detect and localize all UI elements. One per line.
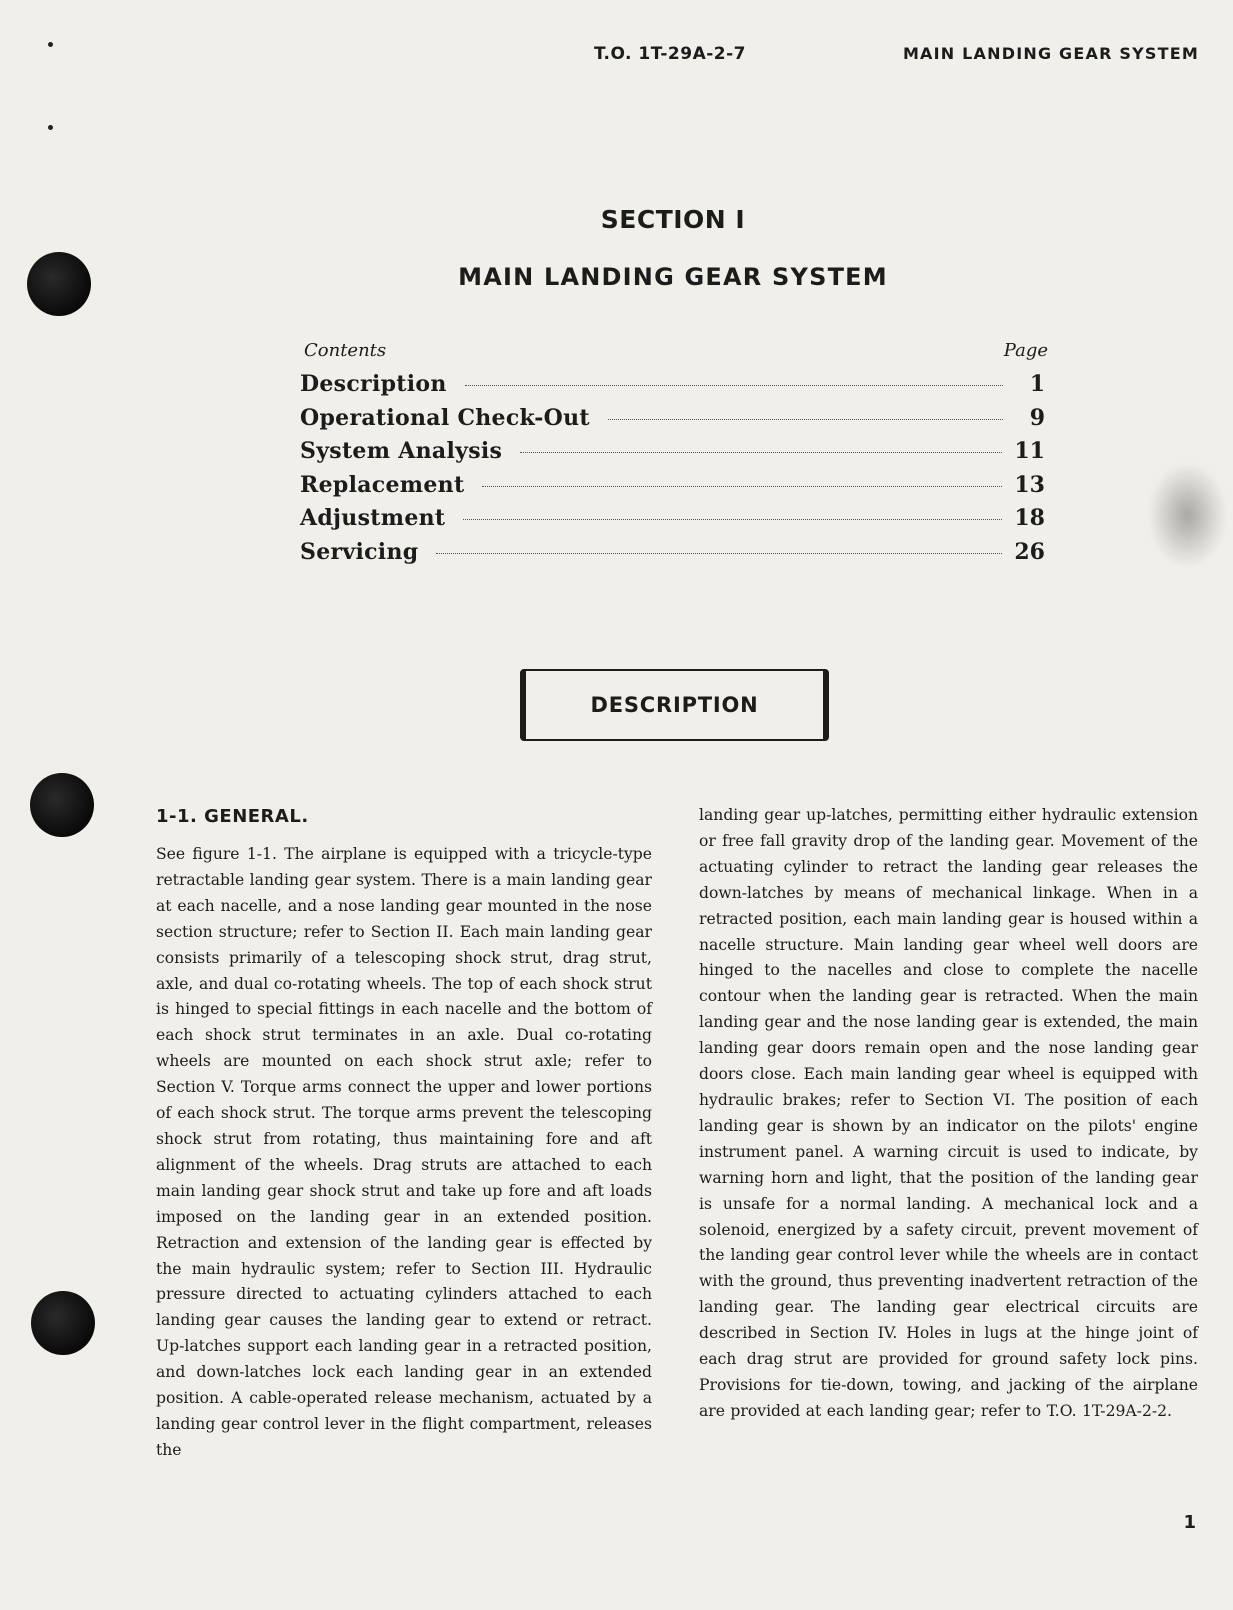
smudge: [1150, 465, 1225, 565]
dot-leader: [520, 452, 1002, 453]
dot-leader: [463, 519, 1002, 520]
binder-hole-middle: [30, 773, 94, 837]
toc-entry-page: 26: [1014, 538, 1045, 565]
speck: [48, 42, 53, 47]
toc-entry-page: 13: [1014, 471, 1045, 498]
toc-entry-label: Description: [300, 371, 447, 397]
toc-entry-page: 1: [1029, 371, 1045, 397]
page-column-label: Page: [1003, 340, 1048, 361]
toc-entry[interactable]: [300, 472, 1045, 506]
section-title: MAIN LANDING GEAR SYSTEM: [458, 263, 888, 291]
dot-leader: [482, 486, 1002, 487]
dot-leader: [608, 419, 1003, 420]
contents-label: Contents: [304, 340, 387, 361]
speck: [48, 125, 53, 130]
page-number: 1: [1183, 1512, 1196, 1533]
toc-entry-label: System Analysis: [300, 438, 503, 465]
description-heading-box: [520, 669, 829, 741]
body-text-right-column: landing gear up-latches, permitting either hydraulic extension or free fall gravity drop of the landing gear. Movement of the actuating cylinder to retract the landing gear releases the down-latches by means of mechanical linkage. When in a retracted position, each main landing gear is housed within a nacelle structure. Main landing gear wheel well doors are hinged to the nacelles and close to complete the nacelle contour when the landing gear is retracted. When the main landing gear and the nose landing gear is extended, the main landing gear doors remain open and the nose landing gear doors close. Each main landing gear wheel is equipped with hydraulic brakes; refer to Section VI. The position of each landing gear is shown by an indicator on the pilots' engine instrument panel. A warning circuit is used to indicate, by warning horn and light, that the position of the landing gear is unsafe for a normal landing. A mechanical lock and a solenoid, energized by a safety circuit, prevent movement of the landing gear control lever while the wheels are in contact with the ground, thus preventing inadvertent retraction of the landing gear. The landing gear electrical circuits are described in Section IV. Holes in lugs at the hinge joint of each drag strut are provided for ground safety lock pins. Provisions for tie-down, towing, and jacking of the airplane are provided at each landing gear; refer to T.O. 1T-29A-2-2.: [699, 806, 1198, 1420]
toc-entry-label: Operational Check-Out: [300, 404, 590, 431]
doc-number: T.O. 1T-29A-2-7: [594, 44, 746, 64]
table-of-contents: [300, 371, 1045, 573]
running-title: MAIN LANDING GEAR SYSTEM: [902, 44, 1199, 63]
toc-entry[interactable]: [300, 505, 1045, 539]
toc-entry-page: 11: [1014, 438, 1045, 465]
dot-leader: [436, 553, 1002, 554]
toc-entry[interactable]: [300, 405, 1045, 439]
toc-entry-label: Replacement: [300, 471, 465, 498]
toc-entry-label: Adjustment: [300, 505, 446, 532]
toc-entry[interactable]: [300, 438, 1045, 472]
toc-entry-label: Servicing: [300, 538, 419, 565]
body-text-left-column: See figure 1-1. The airplane is equipped with a tricycle-type retractable landing gear system. There is a main landing gear at each nacelle, and a nose landing gear mounted in the nose section structure; refer to Section II. Each main landing gear consists primarily of a telescoping shock strut, drag strut, axle, and dual co-rotating wheels. The top of each shock strut is hinged to special fittings in each nacelle and the bottom of each shock strut terminates in an axle. Dual co-rotating wheels are mounted on each shock strut axle; refer to Section V. Torque arms connect the upper and lower portions of each shock strut. The torque arms prevent the telescoping shock strut from rotating, thus maintaining fore and aft alignment of the wheels. Drag struts are attached to each main landing gear shock strut and take up fore and aft loads imposed on the landing gear in an extended position. Retraction and extension of the landing gear is effected by the main hydraulic system; refer to Section III. Hydraulic pressure directed to actuating cylinders attached to each landing gear causes the landing gear to extend or retract. Up-latches support each landing gear in a retracted position, and down-latches lock each landing gear in an extended position. A cable-operated release mechanism, actuated by a landing gear control lever in the flight compartment, releases the: [156, 845, 652, 1459]
description-heading: DESCRIPTION: [590, 693, 759, 717]
section-number: SECTION I: [600, 205, 746, 234]
dot-leader: [465, 385, 1003, 386]
paragraph-heading: 1-1. GENERAL.: [156, 806, 309, 827]
toc-entry-page: 9: [1029, 404, 1045, 431]
toc-entry-page: 18: [1014, 505, 1045, 532]
toc-entry[interactable]: [300, 371, 1045, 405]
binder-hole-bottom: [31, 1291, 95, 1355]
toc-entry[interactable]: [300, 539, 1045, 573]
contents-header: [304, 340, 1048, 361]
